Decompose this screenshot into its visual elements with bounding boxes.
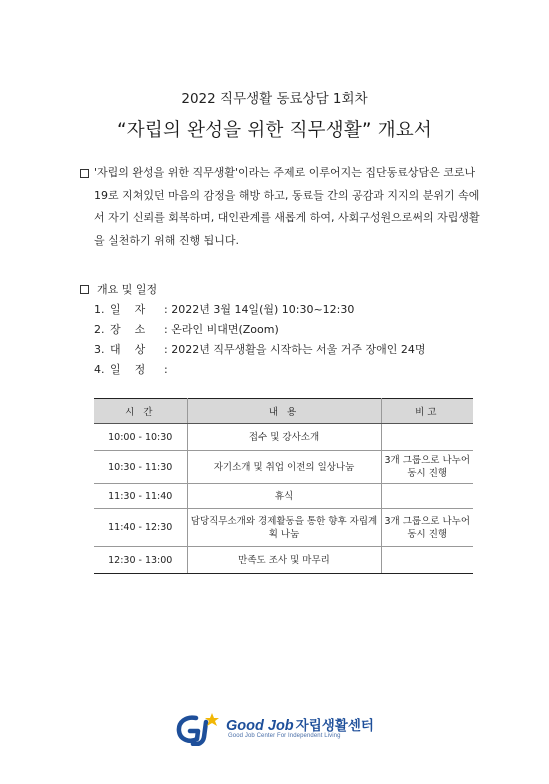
checkbox-bullet-icon bbox=[80, 285, 89, 294]
intro-section bbox=[80, 162, 480, 252]
content-cell: 만족도 조사 및 마무리 bbox=[187, 547, 381, 574]
time-cell: 12:30 - 13:00 bbox=[94, 547, 187, 574]
intro-paragraph: '자립의 완성을 위한 직무생활'이라는 주제로 이루어지는 집단동료상담은 코로나19로 지쳐있던 마음의 감정을 해방 하고, 동료들 간의 공감과 지지의 분위기 속에서 자기 신뢰를 회복하며, 대인관계를 새롭게 하여, 사회구성원으로써의 자립생활을 실천하기 위해 진행 됩니다. bbox=[94, 166, 480, 247]
note-cell bbox=[381, 547, 473, 574]
content-cell: 자기소개 및 취업 이전의 일상나눔 bbox=[187, 451, 381, 484]
schedule-header-row bbox=[94, 399, 473, 424]
logo-wordmark bbox=[226, 714, 374, 734]
document-heading: 2022 직무생활 동료상담 1회차 bbox=[181, 91, 368, 107]
outline-value: : 2022년 직무생활을 시작하는 서울 거주 장애인 24명 bbox=[164, 343, 426, 356]
time-cell: 11:40 - 12:30 bbox=[94, 509, 187, 547]
column-header-time: 시 간 bbox=[94, 399, 187, 424]
table-row bbox=[94, 424, 473, 451]
outline-item bbox=[94, 340, 425, 360]
outline-item bbox=[94, 360, 425, 380]
table-row bbox=[94, 484, 473, 509]
logo-subtitle: Good Job Center For Independent Living bbox=[228, 733, 341, 739]
time-cell: 11:30 - 11:40 bbox=[94, 484, 187, 509]
table-row bbox=[94, 509, 473, 547]
table-row bbox=[94, 547, 473, 574]
outline-value: : 2022년 3월 14일(월) 10:30~12:30 bbox=[164, 303, 355, 316]
document-title: “자립의 완성을 위한 직무생활” 개요서 bbox=[117, 120, 432, 141]
outline-value: : bbox=[164, 363, 168, 376]
note-cell: 3개 그룹으로 나누어 동시 진행 bbox=[381, 509, 473, 547]
outline-value: : 온라인 비대면(Zoom) bbox=[164, 323, 279, 336]
schedule-table bbox=[94, 398, 473, 574]
note-cell: 3개 그룹으로 나누어 동시 진행 bbox=[381, 451, 473, 484]
logo-name-korean: 자립생활센터 bbox=[295, 718, 374, 733]
outline-label: 일 정 bbox=[110, 363, 146, 376]
outline-item bbox=[94, 320, 425, 340]
outline-list bbox=[94, 300, 425, 380]
outline-number: 3. bbox=[94, 343, 105, 356]
outline-item bbox=[94, 300, 425, 320]
outline-heading-row bbox=[80, 281, 157, 297]
footer-logo bbox=[176, 712, 386, 746]
outline-label: 대 상 bbox=[110, 343, 146, 356]
content-cell: 휴식 bbox=[187, 484, 381, 509]
content-cell: 접수 및 강사소개 bbox=[187, 424, 381, 451]
column-header-content: 내 용 bbox=[187, 399, 381, 424]
outline-number: 1. bbox=[94, 303, 105, 316]
table-row bbox=[94, 451, 473, 484]
outline-heading: 개요 및 일정 bbox=[97, 283, 158, 296]
outline-label: 일 자 bbox=[110, 303, 146, 316]
note-cell bbox=[381, 484, 473, 509]
outline-number: 4. bbox=[94, 363, 105, 376]
note-cell bbox=[381, 424, 473, 451]
checkbox-bullet-icon bbox=[80, 169, 89, 178]
content-cell: 담당직무소개와 경제활동을 통한 향후 자립계획 나눔 bbox=[187, 509, 381, 547]
time-cell: 10:00 - 10:30 bbox=[94, 424, 187, 451]
outline-label: 장 소 bbox=[110, 323, 146, 336]
outline-number: 2. bbox=[94, 323, 105, 336]
logo-name: Good Job bbox=[226, 718, 294, 734]
time-cell: 10:30 - 11:30 bbox=[94, 451, 187, 484]
column-header-note: 비고 bbox=[381, 399, 473, 424]
gj-logo-icon bbox=[176, 712, 224, 746]
